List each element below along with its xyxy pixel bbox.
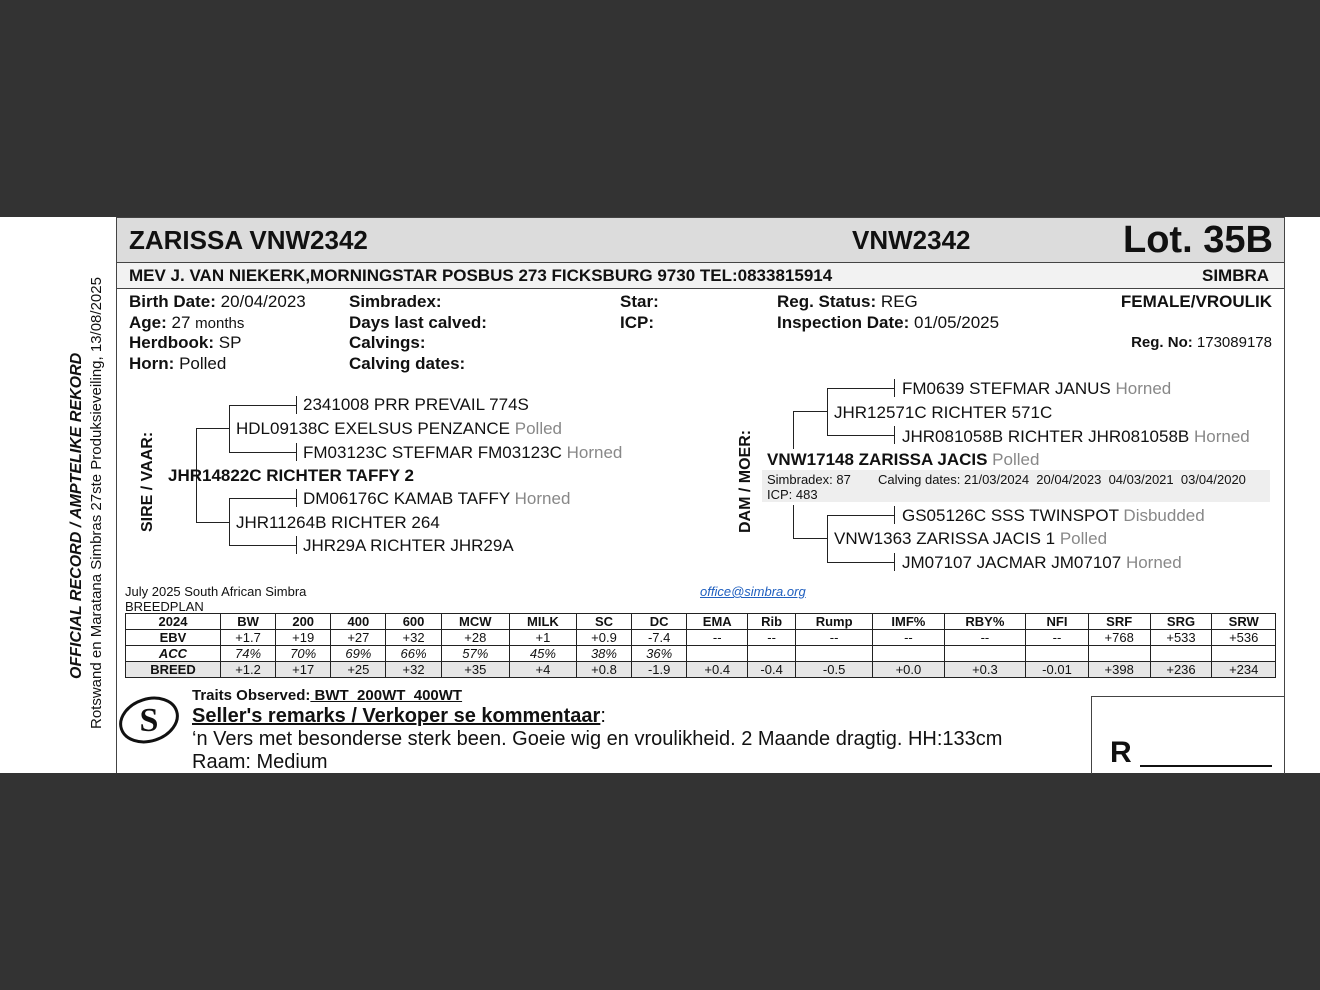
pedigree-line <box>229 405 297 406</box>
ebv-cell: +0.4 <box>687 662 748 678</box>
pedigree-line <box>196 522 230 523</box>
email-link[interactable]: office@simbra.org <box>700 584 806 599</box>
pedigree-line <box>827 562 895 563</box>
ebv-cell: +0.9 <box>576 630 631 646</box>
ebv-column-header: DC <box>632 614 687 630</box>
ebv-column-header: SC <box>576 614 631 630</box>
ebv-cell: +398 <box>1088 662 1150 678</box>
pedigree-line <box>827 515 828 562</box>
dam-sire-sire: FM0639 STEFMAR JANUS Horned <box>902 379 1172 398</box>
breed-name: SIMBRA <box>1202 266 1270 285</box>
ebv-cell <box>796 646 873 662</box>
ebv-cell: -- <box>873 630 944 646</box>
pedigree-line <box>229 405 230 452</box>
ebv-cell: 66% <box>386 646 441 662</box>
lot-card <box>0 217 1320 773</box>
inspection-date: Inspection Date: 01/05/2025 <box>777 313 1000 332</box>
pedigree-line <box>827 388 895 389</box>
ebv-cell: 69% <box>331 646 386 662</box>
sire-sire-dam: FM03123C STEFMAR FM03123C Horned <box>303 443 623 462</box>
calvings-label: Calvings: <box>349 333 426 352</box>
ebv-cell <box>1026 646 1089 662</box>
pedigree-line <box>296 489 297 507</box>
ebv-row-label: EBV <box>126 630 221 646</box>
ebv-cell: -- <box>1026 630 1089 646</box>
breedplan-subtitle: BREEDPLAN <box>125 599 204 614</box>
ebv-column-header: 600 <box>386 614 441 630</box>
dam-label: DAM / MOER: <box>737 429 754 533</box>
ebv-cell: +28 <box>441 630 509 646</box>
pedigree-line <box>827 435 895 436</box>
pedigree-line <box>793 411 794 449</box>
animal-id: VNW2342 <box>852 225 971 255</box>
pedigree-line <box>296 396 297 414</box>
ebv-column-header: NFI <box>1026 614 1089 630</box>
breedplan-title: July 2025 South African Simbra <box>125 584 307 599</box>
ebv-column-header: IMF% <box>873 614 944 630</box>
pedigree-line <box>296 536 297 554</box>
pedigree-line <box>793 411 828 412</box>
price-currency-label: R <box>1110 736 1132 769</box>
ebv-cell <box>748 646 796 662</box>
ebv-cell: +25 <box>331 662 386 678</box>
ebv-cell: +0.0 <box>873 662 944 678</box>
ebv-cell: -7.4 <box>632 630 687 646</box>
sire-dam-sire: DM06176C KAMAB TAFFY Horned <box>303 489 571 508</box>
sire-sire-sire: 2341008 PRR PREVAIL 774S <box>303 395 529 414</box>
official-record-label: OFFICIAL RECORD / AMPTELIKE REKORD <box>68 352 85 679</box>
sale-name-label: Rotswand en Maratana Simbras 27ste Produksieveiling, 13/08/2025 <box>88 277 105 729</box>
ebv-column-header: 2024 <box>126 614 221 630</box>
ebv-cell: +0.3 <box>944 662 1026 678</box>
price-input-line[interactable] <box>1140 765 1272 767</box>
traits-observed: Traits Observed: BWT 200WT 400WT <box>192 687 463 704</box>
ebv-cell: +234 <box>1212 662 1276 678</box>
ebv-column-header: Rump <box>796 614 873 630</box>
ebv-cell: -0.4 <box>748 662 796 678</box>
herdbook: Herdbook: SP <box>129 333 242 352</box>
birth-date: Birth Date: 20/04/2023 <box>129 292 306 311</box>
ebv-cell: 36% <box>632 646 687 662</box>
lot-number: Lot. 35B <box>1123 219 1273 261</box>
remarks-title: Seller's remarks / Verkoper se kommentaar: <box>192 705 606 727</box>
pedigree-line <box>229 545 297 546</box>
ebv-cell: -1.9 <box>632 662 687 678</box>
ebv-cell: -- <box>748 630 796 646</box>
dam-name: VNW17148 ZARISSA JACIS Polled <box>767 450 1040 469</box>
ebv-cell: 70% <box>276 646 331 662</box>
ebv-column-header: Rib <box>748 614 796 630</box>
remarks-line-1: ‘n Vers met besonderse sterk been. Goeie wig en vroulikheid. 2 Maande dragtig. HH:133cm <box>192 728 1003 750</box>
dam-dam-sire: GS05126C SSS TWINSPOT Disbudded <box>902 506 1205 525</box>
ebv-cell: 45% <box>509 646 576 662</box>
ebv-cell <box>873 646 944 662</box>
icp-label: ICP: <box>620 313 654 332</box>
pedigree-line <box>894 379 895 397</box>
dam-simbradex: Simbradex: 87 <box>767 472 851 487</box>
pedigree-line <box>229 498 297 499</box>
sire-dam-dam: JHR29A RICHTER JHR29A <box>303 536 514 555</box>
simbradex-label: Simbradex: <box>349 292 442 311</box>
ebv-cell: +1.2 <box>220 662 275 678</box>
ebv-cell <box>687 646 748 662</box>
pedigree-line <box>196 428 230 429</box>
ebv-cell: +32 <box>386 630 441 646</box>
days-last-calved-label: Days last calved: <box>349 313 487 332</box>
sire-dam: JHR11264B RICHTER 264 <box>236 513 440 532</box>
sire-label: SIRE / VAAR: <box>139 431 156 532</box>
ebv-cell: +768 <box>1088 630 1150 646</box>
horn-status: Horn: Polled <box>129 354 227 373</box>
dam-dam: VNW1363 ZARISSA JACIS 1 Polled <box>834 529 1108 548</box>
ebv-column-header: 400 <box>331 614 386 630</box>
reg-status: Reg. Status: REG <box>777 292 918 311</box>
sire-sire: HDL09138C EXELSUS PENZANCE Polled <box>236 419 563 438</box>
ebv-cell <box>1088 646 1150 662</box>
ebv-column-header: RBY% <box>944 614 1026 630</box>
dam-sire: JHR12571C RICHTER 571C <box>834 403 1053 422</box>
ebv-cell <box>944 646 1026 662</box>
simbra-logo-icon <box>116 693 182 747</box>
ebv-column-header: EMA <box>687 614 748 630</box>
pedigree-line <box>827 388 828 435</box>
ebv-cell: -0.01 <box>1026 662 1089 678</box>
pedigree-line <box>894 426 895 444</box>
pedigree-line <box>793 538 828 539</box>
calving-dates-label: Calving dates: <box>349 354 466 373</box>
ebv-header-row <box>126 614 1276 630</box>
breed-row <box>126 662 1276 678</box>
ebv-cell <box>1212 646 1276 662</box>
ebv-cell: 38% <box>576 646 631 662</box>
ebv-column-header: MCW <box>441 614 509 630</box>
sire-name: JHR14822C RICHTER TAFFY 2 <box>168 466 414 485</box>
ebv-cell: +536 <box>1212 630 1276 646</box>
ebv-cell: -0.5 <box>796 662 873 678</box>
breeder-info: MEV J. VAN NIEKERK,MORNINGSTAR POSBUS 273 FICKSBURG 9730 TEL:0833815914 <box>129 266 833 285</box>
ebv-cell: -- <box>796 630 873 646</box>
ebv-column-header: SRW <box>1212 614 1276 630</box>
ebv-cell: -- <box>687 630 748 646</box>
ebv-cell: +35 <box>441 662 509 678</box>
animal-name: ZARISSA VNW2342 <box>129 225 368 255</box>
ebv-row <box>126 630 1276 646</box>
pedigree-line <box>229 498 230 545</box>
ebv-cell: +4 <box>509 662 576 678</box>
ebv-cell: +27 <box>331 630 386 646</box>
sex-label: FEMALE/VROULIK <box>1120 292 1272 311</box>
ebv-cell: +19 <box>276 630 331 646</box>
ebv-cell: -- <box>944 630 1026 646</box>
ebv-cell: +236 <box>1150 662 1212 678</box>
ebv-cell: +32 <box>386 662 441 678</box>
dam-icp: ICP: 483 <box>767 487 818 502</box>
ebv-column-header: MILK <box>509 614 576 630</box>
pedigree-line <box>229 452 297 453</box>
ebv-cell: 57% <box>441 646 509 662</box>
pedigree-line <box>827 515 895 516</box>
dam-dam-dam: JM07107 JACMAR JM07107 Horned <box>902 553 1182 572</box>
ebv-cell: +1 <box>509 630 576 646</box>
remarks-line-2: Raam: Medium <box>192 751 328 773</box>
pedigree-line <box>894 506 895 524</box>
ebv-cell <box>1150 646 1212 662</box>
pedigree-line <box>793 505 794 539</box>
ebv-column-header: SRF <box>1088 614 1150 630</box>
ebv-cell: +17 <box>276 662 331 678</box>
ebv-column-header: BW <box>220 614 275 630</box>
ebv-row-label: ACC <box>126 646 221 662</box>
pedigree-line <box>894 553 895 571</box>
ebv-row-label: BREED <box>126 662 221 678</box>
ebv-column-header: SRG <box>1150 614 1212 630</box>
acc-row <box>126 646 1276 662</box>
star-label: Star: <box>620 292 659 311</box>
dam-sire-dam: JHR081058B RICHTER JHR081058B Horned <box>902 427 1250 446</box>
dam-calving-dates: Calving dates: 21/03/2024 20/04/2023 04/03/2021 03/04/2020 <box>878 472 1246 487</box>
logo-letter: S <box>139 702 159 739</box>
ebv-cell: +533 <box>1150 630 1212 646</box>
reg-number: Reg. No: 173089178 <box>1131 334 1272 351</box>
ebv-table <box>125 613 1276 678</box>
age: Age: 27 months <box>129 313 245 332</box>
ebv-cell: 74% <box>220 646 275 662</box>
ebv-cell: +1.7 <box>220 630 275 646</box>
ebv-column-header: 200 <box>276 614 331 630</box>
pedigree-line <box>296 443 297 461</box>
ebv-cell: +0.8 <box>576 662 631 678</box>
